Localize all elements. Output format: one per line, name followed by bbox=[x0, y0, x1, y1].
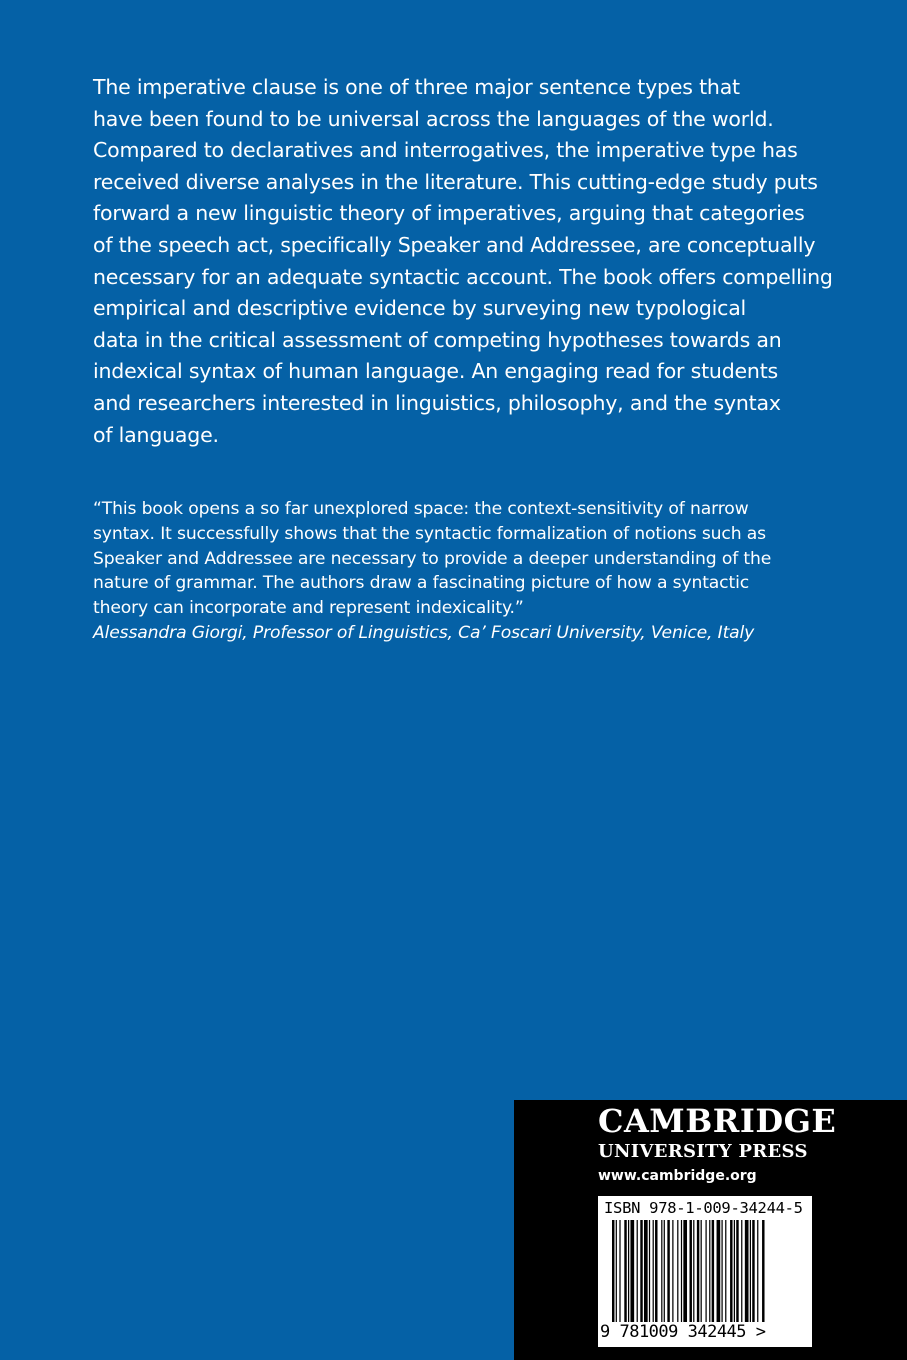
barcode-bar bbox=[661, 1220, 662, 1322]
endorsement-quote bbox=[93, 497, 813, 646]
blurb-line: The imperative clause is one of three major sentence types that bbox=[93, 75, 740, 99]
barcode-bar bbox=[712, 1220, 714, 1322]
barcode-bar bbox=[653, 1220, 654, 1322]
barcode-bar bbox=[637, 1220, 638, 1322]
blurb-line: Compared to declaratives and interrogatives, the imperative type has bbox=[93, 138, 798, 163]
barcode-bar bbox=[630, 1220, 634, 1322]
barcode-bar bbox=[750, 1220, 751, 1322]
barcode-bar bbox=[689, 1220, 691, 1322]
quote-line: syntax. It successfully shows that the syntactic formalization of notions such as bbox=[93, 523, 766, 544]
quote-attribution: Alessandra Giorgi, Professor of Linguistics, Ca’ Foscari University, Venice, Italy bbox=[93, 622, 755, 643]
barcode-bar bbox=[752, 1220, 754, 1322]
quote-line: nature of grammar. The authors draw a fascinating picture of how a syntactic bbox=[93, 573, 749, 594]
barcode-bar bbox=[640, 1220, 642, 1322]
barcode-bar bbox=[683, 1220, 687, 1322]
barcode-bar bbox=[705, 1220, 706, 1322]
blurb-line: empirical and descriptive evidence by surveying new typological bbox=[93, 296, 747, 321]
blurb-line: of the speech act, specifically Speaker and Addressee, are conceptually bbox=[93, 232, 816, 257]
publisher-name: CAMBRIDGE bbox=[598, 1102, 837, 1140]
barcode-bar bbox=[612, 1220, 614, 1322]
blurb-line: of language. bbox=[93, 422, 219, 447]
barcode-bar bbox=[693, 1220, 694, 1322]
barcode-bar bbox=[734, 1220, 735, 1322]
barcode-bar bbox=[745, 1220, 749, 1322]
barcode-bar bbox=[616, 1220, 617, 1322]
barcode-bar bbox=[757, 1220, 758, 1322]
blurb-line: data in the critical assessment of competing hypotheses towards an bbox=[93, 327, 782, 352]
blurb-text bbox=[93, 72, 833, 451]
barcode-bar bbox=[717, 1220, 721, 1322]
barcode-bar bbox=[655, 1220, 657, 1322]
blurb-line: forward a new linguistic theory of imperatives, arguing that categories bbox=[93, 201, 805, 226]
publisher-subtitle: UNIVERSITY PRESS bbox=[598, 1141, 808, 1162]
blurb-line: necessary for an adequate syntactic account. The book offers compelling bbox=[93, 264, 833, 289]
barcode-bar bbox=[649, 1220, 650, 1322]
barcode-bar bbox=[725, 1220, 726, 1322]
barcode-bar bbox=[644, 1220, 648, 1322]
barcode-image bbox=[612, 1220, 800, 1322]
barcode-bar bbox=[681, 1220, 682, 1322]
barcode-bar bbox=[624, 1220, 626, 1322]
barcode-bar bbox=[762, 1220, 764, 1322]
barcode-bar bbox=[672, 1220, 673, 1322]
barcode-bar bbox=[730, 1220, 732, 1322]
barcode-bar bbox=[697, 1220, 699, 1322]
barcode-bar bbox=[741, 1220, 742, 1322]
quote-line: theory can incorporate and represent indexicality.” bbox=[93, 598, 524, 619]
barcode-bar bbox=[667, 1220, 669, 1322]
barcode-panel bbox=[598, 1196, 812, 1347]
barcode-bar bbox=[736, 1220, 738, 1322]
isbn-label: ISBN 978-1-009-34244-5 bbox=[604, 1199, 803, 1217]
publisher-box bbox=[514, 1100, 907, 1360]
barcode-bar bbox=[619, 1220, 620, 1322]
barcode-bar bbox=[628, 1220, 629, 1322]
quote-line: Speaker and Addressee are necessary to provide a deeper understanding of the bbox=[93, 548, 772, 569]
publisher-url: www.cambridge.org bbox=[598, 1168, 757, 1184]
blurb-line: received diverse analyses in the literature. This cutting-edge study puts bbox=[93, 169, 818, 194]
blurb-line: indexical syntax of human language. An engaging read for students bbox=[93, 359, 779, 384]
barcode-bar bbox=[701, 1220, 702, 1322]
blurb-line: have been found to be universal across the languages of the world. bbox=[93, 106, 774, 131]
barcode-bar bbox=[721, 1220, 722, 1322]
barcode-bar bbox=[664, 1220, 665, 1322]
barcode-bar bbox=[709, 1220, 710, 1322]
barcode-bar bbox=[677, 1220, 678, 1322]
quote-line: “This book opens a so far unexplored space: the context-sensitivity of narrow bbox=[93, 499, 749, 519]
blurb-line: and researchers interested in linguistics, philosophy, and the syntax bbox=[93, 390, 781, 415]
barcode-digits: 9 781009 342445 > bbox=[600, 1322, 766, 1342]
